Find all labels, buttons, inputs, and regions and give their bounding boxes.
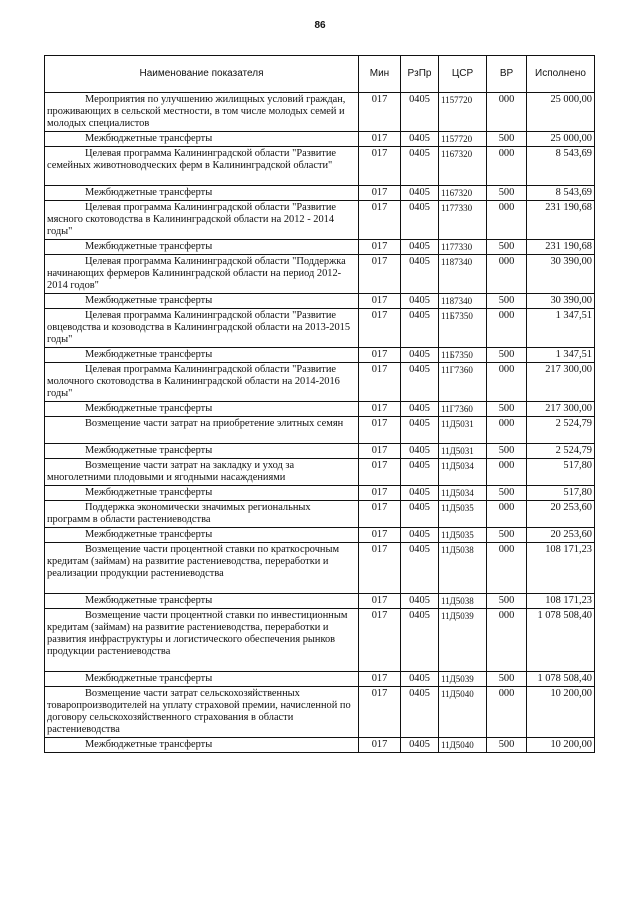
cell-name: Межбюджетные трансферты [45, 672, 359, 687]
cell-rzpr: 0405 [401, 201, 439, 240]
cell-csr: 1177330 [439, 201, 487, 240]
cell-rzpr: 0405 [401, 594, 439, 609]
cell-min: 017 [359, 594, 401, 609]
cell-csr: 11Б7350 [439, 309, 487, 348]
cell-vr: 000 [487, 417, 527, 444]
table-row [45, 543, 595, 594]
cell-csr: 11Д5035 [439, 501, 487, 528]
cell-executed: 108 171,23 [527, 543, 595, 594]
cell-name: Возмещение части затрат на приобретение элитных семян [45, 417, 359, 444]
cell-min: 017 [359, 687, 401, 738]
table-row [45, 402, 595, 417]
cell-csr: 11Г7360 [439, 363, 487, 402]
cell-min: 017 [359, 255, 401, 294]
cell-rzpr: 0405 [401, 486, 439, 501]
cell-rzpr: 0405 [401, 444, 439, 459]
cell-vr: 000 [487, 201, 527, 240]
table-row [45, 255, 595, 294]
cell-min: 017 [359, 417, 401, 444]
header-rzpr: РзПр [401, 56, 439, 93]
cell-rzpr: 0405 [401, 240, 439, 255]
cell-vr: 500 [487, 486, 527, 501]
cell-executed: 517,80 [527, 486, 595, 501]
header-csr: ЦСР [439, 56, 487, 93]
cell-min: 017 [359, 186, 401, 201]
table-row [45, 240, 595, 255]
cell-rzpr: 0405 [401, 543, 439, 594]
cell-min: 017 [359, 363, 401, 402]
cell-executed: 20 253,60 [527, 528, 595, 543]
cell-name: Целевая программа Калининградской области "Развитие молочного скотоводства в Калининградской области на 2014-2016 годы" [45, 363, 359, 402]
cell-name: Мероприятия по улучшению жилищных условий граждан, проживающих в сельской местности, в том числе молодых семей и молодых специалистов [45, 93, 359, 132]
table-row [45, 348, 595, 363]
cell-min: 017 [359, 93, 401, 132]
table-row [45, 672, 595, 687]
cell-csr: 1167320 [439, 147, 487, 186]
cell-min: 017 [359, 459, 401, 486]
cell-vr: 000 [487, 687, 527, 738]
cell-csr: 1187340 [439, 255, 487, 294]
cell-name: Целевая программа Калининградской области "Поддержка начинающих фермеров Калининградской области на период 2012-2014 годов" [45, 255, 359, 294]
cell-rzpr: 0405 [401, 501, 439, 528]
table-header-row [45, 56, 595, 93]
cell-csr: 11Д5038 [439, 594, 487, 609]
cell-executed: 231 190,68 [527, 240, 595, 255]
cell-vr: 500 [487, 594, 527, 609]
cell-vr: 500 [487, 186, 527, 201]
cell-vr: 000 [487, 363, 527, 402]
page-number: 86 [314, 20, 326, 31]
cell-name: Возмещение части процентной ставки по краткосрочным кредитам (займам) на развитие растениеводства, переработки и реализации продукции растениеводства [45, 543, 359, 594]
cell-executed: 2 524,79 [527, 417, 595, 444]
cell-rzpr: 0405 [401, 363, 439, 402]
cell-executed: 8 543,69 [527, 147, 595, 186]
cell-vr: 000 [487, 93, 527, 132]
cell-csr: 11Д5040 [439, 687, 487, 738]
cell-executed: 1 078 508,40 [527, 609, 595, 672]
cell-vr: 500 [487, 444, 527, 459]
cell-vr: 000 [487, 609, 527, 672]
cell-executed: 20 253,60 [527, 501, 595, 528]
cell-rzpr: 0405 [401, 348, 439, 363]
cell-vr: 000 [487, 255, 527, 294]
cell-vr: 000 [487, 501, 527, 528]
cell-rzpr: 0405 [401, 255, 439, 294]
cell-csr: 11Б7350 [439, 348, 487, 363]
header-name: Наименование показателя [45, 56, 359, 93]
cell-min: 017 [359, 672, 401, 687]
cell-rzpr: 0405 [401, 294, 439, 309]
cell-min: 017 [359, 309, 401, 348]
cell-rzpr: 0405 [401, 186, 439, 201]
cell-name: Межбюджетные трансферты [45, 402, 359, 417]
cell-min: 017 [359, 501, 401, 528]
cell-name: Межбюджетные трансферты [45, 348, 359, 363]
cell-rzpr: 0405 [401, 417, 439, 444]
cell-name: Межбюджетные трансферты [45, 528, 359, 543]
cell-executed: 25 000,00 [527, 132, 595, 147]
cell-min: 017 [359, 240, 401, 255]
cell-executed: 25 000,00 [527, 93, 595, 132]
cell-vr: 500 [487, 528, 527, 543]
cell-executed: 8 543,69 [527, 186, 595, 201]
cell-csr: 1157720 [439, 93, 487, 132]
cell-executed: 1 347,51 [527, 348, 595, 363]
table-row [45, 201, 595, 240]
cell-name: Межбюджетные трансферты [45, 486, 359, 501]
cell-rzpr: 0405 [401, 672, 439, 687]
cell-executed: 10 200,00 [527, 687, 595, 738]
table-row [45, 147, 595, 186]
cell-vr: 000 [487, 147, 527, 186]
cell-csr: 1157720 [439, 132, 487, 147]
cell-csr: 11Д5034 [439, 486, 487, 501]
table-row [45, 186, 595, 201]
cell-csr: 11Г7360 [439, 402, 487, 417]
table-row [45, 363, 595, 402]
cell-name: Межбюджетные трансферты [45, 240, 359, 255]
cell-rzpr: 0405 [401, 609, 439, 672]
cell-name: Возмещение части процентной ставки по инвестиционным кредитам (займам) на развитие растениеводства, переработки и развития инфраструктуры и логистического обеспечения рынков продукции растениеводства [45, 609, 359, 672]
cell-name: Целевая программа Калининградской области "Развитие мясного скотоводства в Калининградской области на 2012 - 2014 годы" [45, 201, 359, 240]
cell-rzpr: 0405 [401, 147, 439, 186]
cell-executed: 217 300,00 [527, 402, 595, 417]
table-row [45, 417, 595, 444]
cell-min: 017 [359, 147, 401, 186]
cell-executed: 10 200,00 [527, 738, 595, 753]
header-executed: Исполнено [527, 56, 595, 93]
cell-min: 017 [359, 201, 401, 240]
cell-executed: 231 190,68 [527, 201, 595, 240]
table-row [45, 486, 595, 501]
cell-executed: 108 171,23 [527, 594, 595, 609]
table-row [45, 609, 595, 672]
cell-name: Целевая программа Калининградской области "Развитие овцеводства и козоводства в Калининградской области на 2013-2015 годы" [45, 309, 359, 348]
cell-executed: 30 390,00 [527, 255, 595, 294]
cell-min: 017 [359, 738, 401, 753]
cell-vr: 000 [487, 543, 527, 594]
cell-vr: 500 [487, 672, 527, 687]
cell-name: Межбюджетные трансферты [45, 444, 359, 459]
cell-vr: 500 [487, 348, 527, 363]
cell-csr: 11Д5031 [439, 444, 487, 459]
table-row [45, 687, 595, 738]
cell-executed: 217 300,00 [527, 363, 595, 402]
table-row [45, 459, 595, 486]
cell-min: 017 [359, 528, 401, 543]
cell-name: Целевая программа Калининградской области "Развитие семейных животноводческих ферм в Калининградской области" [45, 147, 359, 186]
header-min: Мин [359, 56, 401, 93]
table-row [45, 93, 595, 132]
cell-name: Межбюджетные трансферты [45, 294, 359, 309]
header-vr: ВР [487, 56, 527, 93]
cell-rzpr: 0405 [401, 738, 439, 753]
cell-rzpr: 0405 [401, 459, 439, 486]
cell-csr: 1187340 [439, 294, 487, 309]
cell-csr: 11Д5035 [439, 528, 487, 543]
cell-vr: 000 [487, 309, 527, 348]
cell-csr: 11Д5031 [439, 417, 487, 444]
cell-min: 017 [359, 444, 401, 459]
cell-csr: 11Д5039 [439, 609, 487, 672]
cell-min: 017 [359, 132, 401, 147]
cell-vr: 000 [487, 459, 527, 486]
budget-table [44, 55, 595, 753]
table-row [45, 294, 595, 309]
cell-min: 017 [359, 402, 401, 417]
table-row [45, 132, 595, 147]
table-row [45, 444, 595, 459]
cell-name: Межбюджетные трансферты [45, 738, 359, 753]
cell-vr: 500 [487, 402, 527, 417]
cell-rzpr: 0405 [401, 402, 439, 417]
cell-rzpr: 0405 [401, 687, 439, 738]
cell-rzpr: 0405 [401, 309, 439, 348]
cell-min: 017 [359, 294, 401, 309]
cell-csr: 11Д5039 [439, 672, 487, 687]
cell-name: Возмещение части затрат на закладку и уход за многолетними плодовыми и ягодными насаждениями [45, 459, 359, 486]
cell-csr: 11Д5034 [439, 459, 487, 486]
table-row [45, 594, 595, 609]
cell-vr: 500 [487, 294, 527, 309]
cell-min: 017 [359, 543, 401, 594]
cell-rzpr: 0405 [401, 528, 439, 543]
cell-vr: 500 [487, 132, 527, 147]
cell-executed: 517,80 [527, 459, 595, 486]
cell-executed: 30 390,00 [527, 294, 595, 309]
cell-csr: 1177330 [439, 240, 487, 255]
cell-executed: 1 078 508,40 [527, 672, 595, 687]
cell-executed: 2 524,79 [527, 444, 595, 459]
cell-min: 017 [359, 609, 401, 672]
table-row [45, 501, 595, 528]
cell-min: 017 [359, 486, 401, 501]
table-row [45, 738, 595, 753]
cell-rzpr: 0405 [401, 132, 439, 147]
cell-executed: 1 347,51 [527, 309, 595, 348]
cell-name: Межбюджетные трансферты [45, 132, 359, 147]
cell-vr: 500 [487, 240, 527, 255]
table-row [45, 309, 595, 348]
cell-csr: 11Д5040 [439, 738, 487, 753]
table-row [45, 528, 595, 543]
cell-csr: 11Д5038 [439, 543, 487, 594]
cell-name: Межбюджетные трансферты [45, 186, 359, 201]
cell-name: Поддержка экономически значимых региональных программ в области растениеводства [45, 501, 359, 528]
cell-csr: 1167320 [439, 186, 487, 201]
cell-rzpr: 0405 [401, 93, 439, 132]
cell-min: 017 [359, 348, 401, 363]
cell-vr: 500 [487, 738, 527, 753]
cell-name: Возмещение части затрат сельскохозяйственных товаропроизводителей на уплату страховой премии, начисленной по договору сельскохозяйственного страхования в области растениеводства [45, 687, 359, 738]
cell-name: Межбюджетные трансферты [45, 594, 359, 609]
